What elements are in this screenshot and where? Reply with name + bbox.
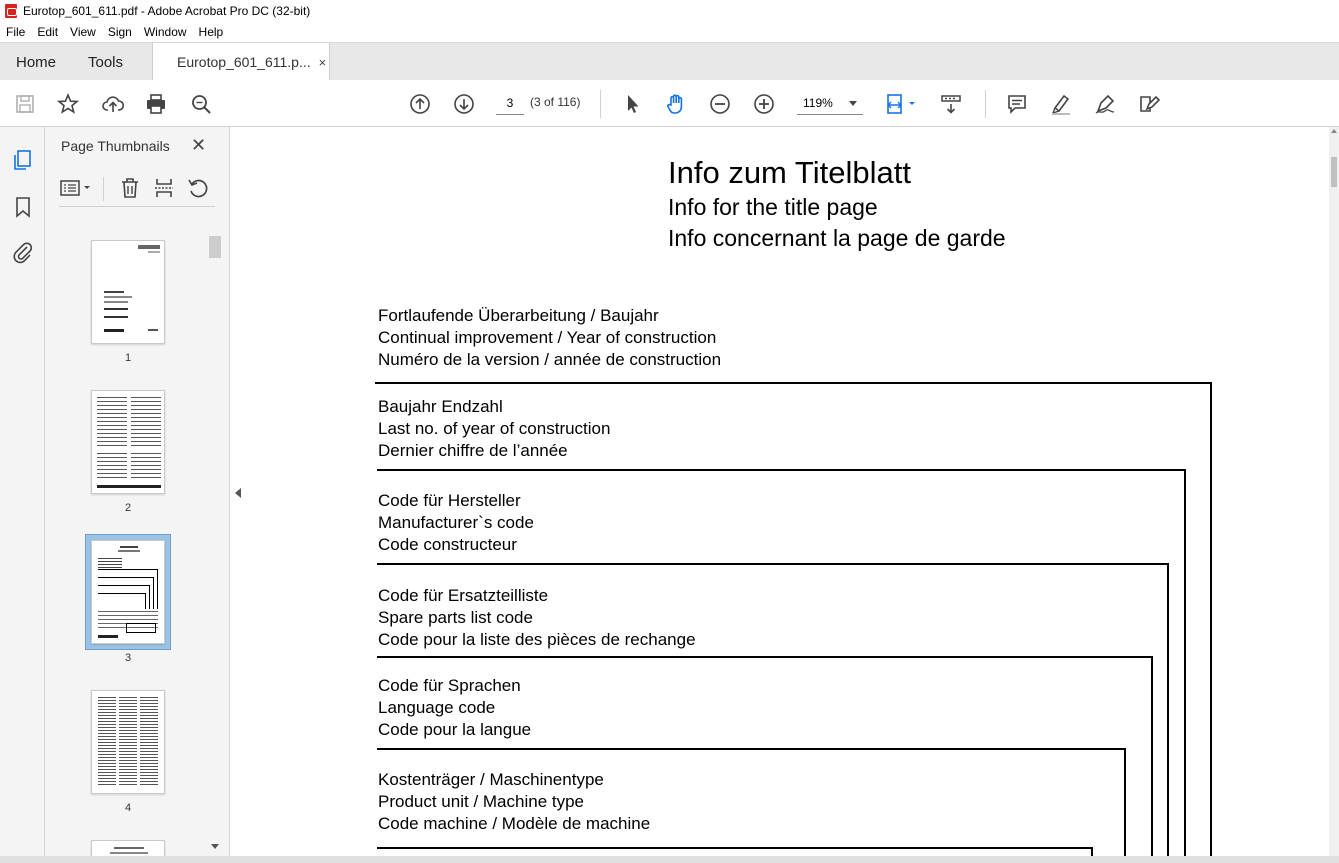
section-text-en: Manufacturer`s code — [378, 513, 534, 532]
section-text-de: Kostenträger / Maschinentype — [378, 770, 604, 789]
section-text-en: Spare parts list code — [378, 608, 533, 627]
thumbnail-page-number: 2 — [124, 502, 132, 514]
section-text-fr: Code pour la langue — [378, 720, 532, 739]
menu-help[interactable]: Help — [198, 25, 224, 39]
bracket-line — [1124, 748, 1126, 856]
bracket-line — [377, 748, 1126, 750]
page-heading-french: Info concernant la page de garde — [668, 225, 1006, 251]
page-heading: Info zum Titelblatt — [668, 155, 911, 190]
bottom-edge — [0, 856, 1339, 863]
thumbnail-toolbar — [59, 175, 215, 207]
section-machine-type — [378, 769, 650, 835]
section-text-fr: Code machine / Modèle de machine — [378, 814, 651, 833]
chevron-left-icon — [235, 488, 241, 498]
thumbnail-page-number: 4 — [124, 802, 132, 814]
menu-view[interactable]: View — [70, 25, 96, 39]
sign-pen-icon[interactable] — [1092, 91, 1118, 117]
thumbnails-scrollbar[interactable] — [207, 236, 223, 856]
section-text-en: Language code — [378, 698, 496, 717]
section-text-de: Baujahr Endzahl — [378, 397, 503, 416]
zoom-level-value: 119% — [803, 96, 833, 110]
thumbnail-page-number: 3 — [124, 652, 132, 664]
zoom-out-icon[interactable] — [707, 91, 733, 117]
page-thumbnails-icon[interactable] — [10, 147, 36, 173]
bracket-line — [1184, 469, 1186, 856]
panel-collapse-handle[interactable] — [230, 127, 248, 863]
comment-icon[interactable] — [1004, 91, 1030, 117]
section-text-en: Product unit / Machine type — [378, 792, 585, 811]
toolbar-divider — [985, 90, 986, 118]
bookmark-star-icon[interactable] — [55, 91, 81, 117]
main-toolbar — [0, 80, 1339, 127]
scroll-down-icon[interactable] — [211, 844, 219, 849]
bracket-line — [1151, 656, 1153, 856]
pdf-app-icon — [5, 4, 17, 18]
hand-tool-icon[interactable] — [663, 91, 689, 117]
tab-home[interactable]: Home — [16, 53, 57, 71]
save-icon[interactable] — [12, 91, 38, 117]
section-revision — [378, 305, 721, 371]
section-manufacturer — [378, 490, 534, 556]
tab-document[interactable] — [152, 43, 330, 81]
thumbnail-page-number: 1 — [124, 352, 132, 364]
menu-sign[interactable]: Sign — [107, 25, 132, 39]
bracket-line — [377, 563, 1169, 565]
menu-window[interactable]: Window — [143, 25, 187, 39]
scroll-up-icon[interactable] — [1331, 129, 1337, 133]
previous-page-icon[interactable] — [407, 91, 433, 117]
navigation-rail — [0, 127, 45, 863]
scrollbar-thumb[interactable] — [209, 236, 221, 258]
print-icon[interactable] — [143, 91, 169, 117]
section-text-de: Code für Hersteller — [378, 491, 521, 510]
title-bar — [0, 0, 1339, 22]
bracket-line — [377, 847, 1093, 849]
section-text-en: Continual improvement / Year of construction — [378, 328, 717, 347]
delete-page-icon[interactable] — [117, 175, 143, 201]
zoom-level-select[interactable] — [797, 93, 863, 115]
section-text-de: Fortlaufende Überarbeitung / Baujahr — [378, 306, 659, 325]
tab-document-label: Eurotop_601_611.p... — [177, 54, 311, 70]
highlight-icon[interactable] — [1048, 91, 1074, 117]
section-text-de: Code für Sprachen — [378, 676, 521, 695]
zoom-in-icon[interactable] — [751, 91, 777, 117]
page-number-input[interactable]: 3 — [496, 93, 524, 115]
tab-tools[interactable]: Tools — [88, 53, 124, 71]
page-heading-english: Info for the title page — [668, 194, 878, 220]
page-count: (3 of 116) — [530, 95, 581, 109]
tab-close-icon[interactable]: × — [318, 54, 327, 70]
options-menu-icon[interactable] — [59, 175, 95, 201]
section-language — [378, 675, 531, 741]
section-text-en: Last no. of year of construction — [378, 419, 611, 438]
next-page-icon[interactable] — [451, 91, 477, 117]
section-text-fr: Numéro de la version / année de construction — [378, 350, 722, 369]
window-title: Eurotop_601_611.pdf - Adobe Acrobat Pro DC (32-bit) — [23, 4, 311, 18]
close-icon[interactable]: ✕ — [191, 135, 207, 155]
panel-title: Page Thumbnails — [61, 138, 170, 154]
section-text-fr: Code pour la liste des pièces de rechange — [378, 630, 696, 649]
tab-bar — [0, 42, 1339, 80]
attachments-icon[interactable] — [10, 239, 36, 265]
rotate-page-icon[interactable] — [185, 175, 211, 201]
scroll-mode-icon[interactable] — [938, 91, 964, 117]
insert-page-icon[interactable] — [151, 175, 177, 201]
menu-file[interactable]: File — [6, 25, 26, 39]
bracket-line — [1167, 563, 1169, 856]
bracket-line — [377, 656, 1153, 658]
select-cursor-icon[interactable] — [619, 91, 645, 117]
bracket-line — [377, 469, 1186, 471]
chevron-down-icon — [849, 101, 857, 106]
bookmarks-icon[interactable] — [10, 194, 36, 220]
section-text-fr: Dernier chiffre de l’année — [378, 441, 568, 460]
fill-sign-icon[interactable] — [1136, 91, 1162, 117]
menu-bar — [0, 22, 1339, 42]
thumbnail-page-3[interactable] — [91, 540, 165, 644]
upload-cloud-icon[interactable] — [100, 91, 126, 117]
bracket-line — [1210, 382, 1212, 856]
section-text-fr: Code constructeur — [378, 535, 517, 554]
section-spare-parts — [378, 585, 696, 651]
bracket-line — [375, 382, 1212, 384]
thumbnail-page-1[interactable] — [91, 240, 165, 344]
toolbar-divider — [600, 90, 601, 118]
section-text-de: Code für Ersatzteilliste — [378, 586, 549, 605]
scrollbar-thumb[interactable] — [1331, 157, 1337, 187]
thumbnail-page-4[interactable] — [91, 690, 165, 794]
menu-edit[interactable]: Edit — [37, 25, 59, 39]
document-scrollbar[interactable] — [1329, 127, 1339, 863]
toolbar-divider — [103, 177, 104, 201]
section-year-digit — [378, 396, 610, 462]
bracket-line — [1091, 847, 1093, 856]
page-fit-icon[interactable] — [883, 91, 919, 117]
zoom-search-icon[interactable] — [188, 91, 214, 117]
thumbnail-page-2[interactable] — [91, 390, 165, 494]
